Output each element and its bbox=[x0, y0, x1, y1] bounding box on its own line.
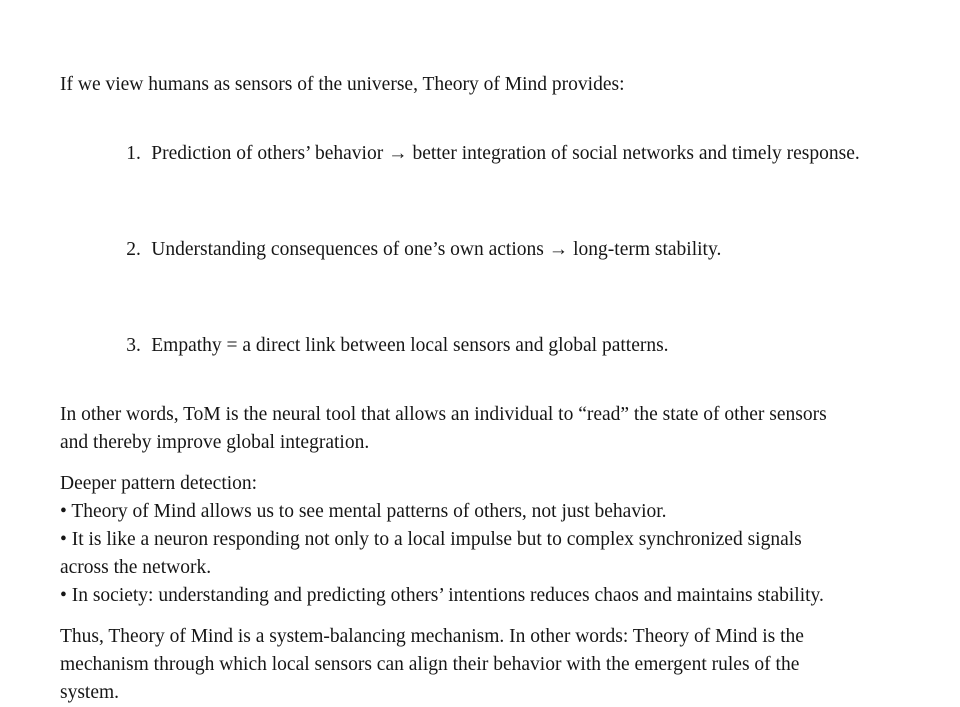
intro-text: If we view humans as sensors of the universe, Theory of Mind provides: bbox=[60, 74, 625, 95]
list-marker: 2. bbox=[126, 239, 141, 260]
paragraph-line: Thus, Theory of Mind is a system-balancing mechanism. In other words: Theory of Mind is the bbox=[60, 626, 804, 647]
pattern-detection-paragraph bbox=[60, 470, 900, 610]
list-marker: 3. bbox=[126, 335, 141, 356]
paragraph-line: mechanism through which local sensors can align their behavior with the emergent rules of the bbox=[60, 654, 800, 675]
paragraph-line: and thereby improve global integration. bbox=[60, 432, 370, 453]
list-item-empathy bbox=[60, 304, 900, 388]
list-item-text: Prediction of others’ behavior → better integration of social networks and timely response. bbox=[151, 143, 860, 164]
bullet-line: • In society: understanding and predicting others’ intentions reduces chaos and maintains stability. bbox=[60, 585, 824, 606]
list-item-understanding bbox=[60, 208, 900, 292]
list-item-text: Empathy = a direct link between local sensors and global patterns. bbox=[151, 335, 669, 356]
intro-paragraph bbox=[60, 71, 900, 99]
bullet-line: • Theory of Mind allows us to see mental patterns of others, not just behavior. bbox=[60, 501, 667, 522]
paragraph-line: In other words, ToM is the neural tool that allows an individual to “read” the state of other sensors bbox=[60, 404, 827, 425]
tom-benefits-list bbox=[60, 112, 900, 388]
list-item-text: Understanding consequences of one’s own actions → long-term stability. bbox=[151, 239, 722, 260]
list-marker: 1. bbox=[126, 143, 141, 164]
bullet-line-continuation: across the network. bbox=[60, 557, 212, 578]
list-item-prediction bbox=[60, 112, 900, 196]
tom-summary-paragraph bbox=[60, 401, 900, 457]
bullet-line: • It is like a neuron responding not only to a local impulse but to complex synchronized signals bbox=[60, 529, 802, 550]
paragraph-line: system. bbox=[60, 682, 120, 703]
conclusion-paragraph bbox=[60, 623, 900, 707]
pattern-heading: Deeper pattern detection: bbox=[60, 473, 258, 494]
